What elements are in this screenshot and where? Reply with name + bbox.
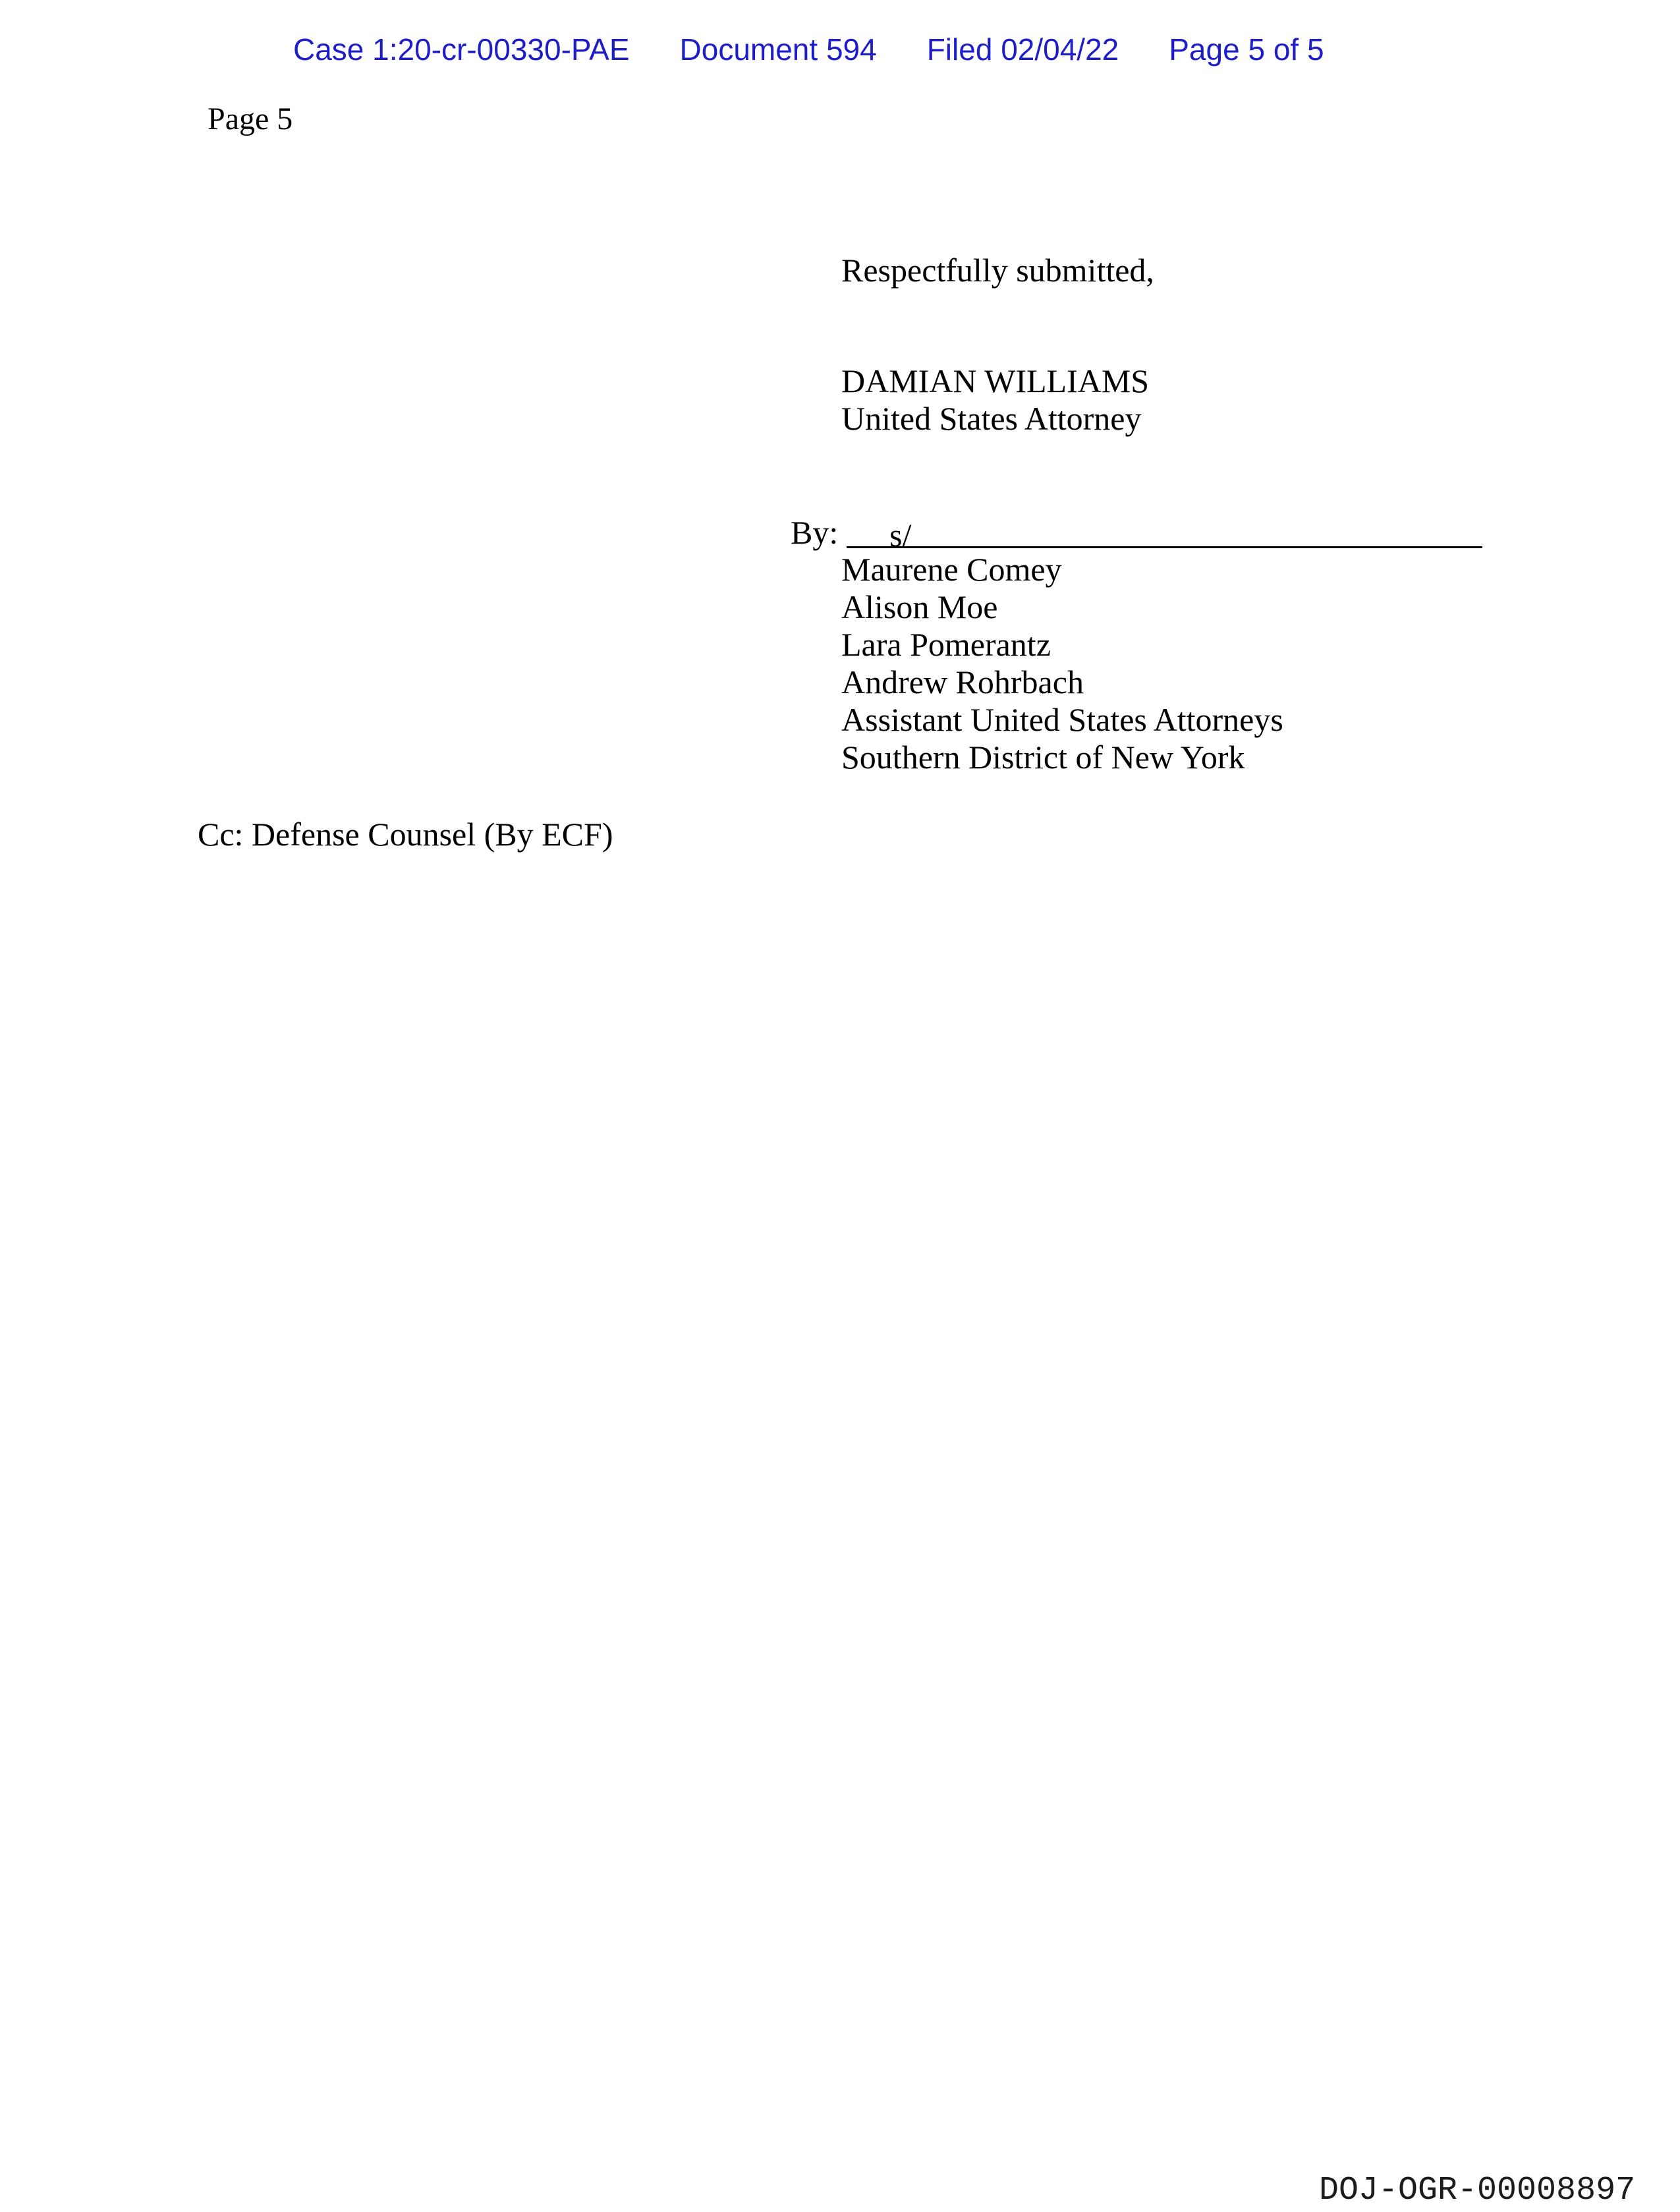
by-label: By: — [791, 514, 839, 551]
signer-name: Lara Pomerantz — [841, 626, 1051, 663]
document-number: Document 594 — [679, 32, 877, 67]
salutation: Respectfully submitted, — [841, 252, 1154, 289]
cc-line: Cc: Defense Counsel (By ECF) — [198, 816, 613, 853]
signer-name: Alison Moe — [841, 588, 998, 625]
page-label: Page 5 — [208, 101, 293, 136]
court-filing-stamp — [293, 32, 1324, 67]
page-of-count: Page 5 of 5 — [1169, 32, 1324, 67]
signer-district: Southern District of New York — [841, 739, 1245, 776]
case-number: Case 1:20-cr-00330-PAE — [293, 32, 630, 67]
signer-title: Assistant United States Attorneys — [841, 701, 1283, 738]
signature-s-slash: s/ — [889, 517, 912, 553]
signer-name: Andrew Rohrbach — [841, 664, 1084, 700]
attorney-title: United States Attorney — [841, 400, 1142, 437]
bates-number: DOJ-OGR-00008897 — [1319, 2172, 1636, 2209]
signer-name: Maurene Comey — [841, 551, 1062, 588]
filed-date: Filed 02/04/22 — [926, 32, 1119, 67]
attorney-block — [841, 362, 1149, 438]
signature-underline — [847, 546, 1482, 548]
signers-block — [841, 551, 1283, 776]
attorney-name: DAMIAN WILLIAMS — [841, 362, 1150, 399]
